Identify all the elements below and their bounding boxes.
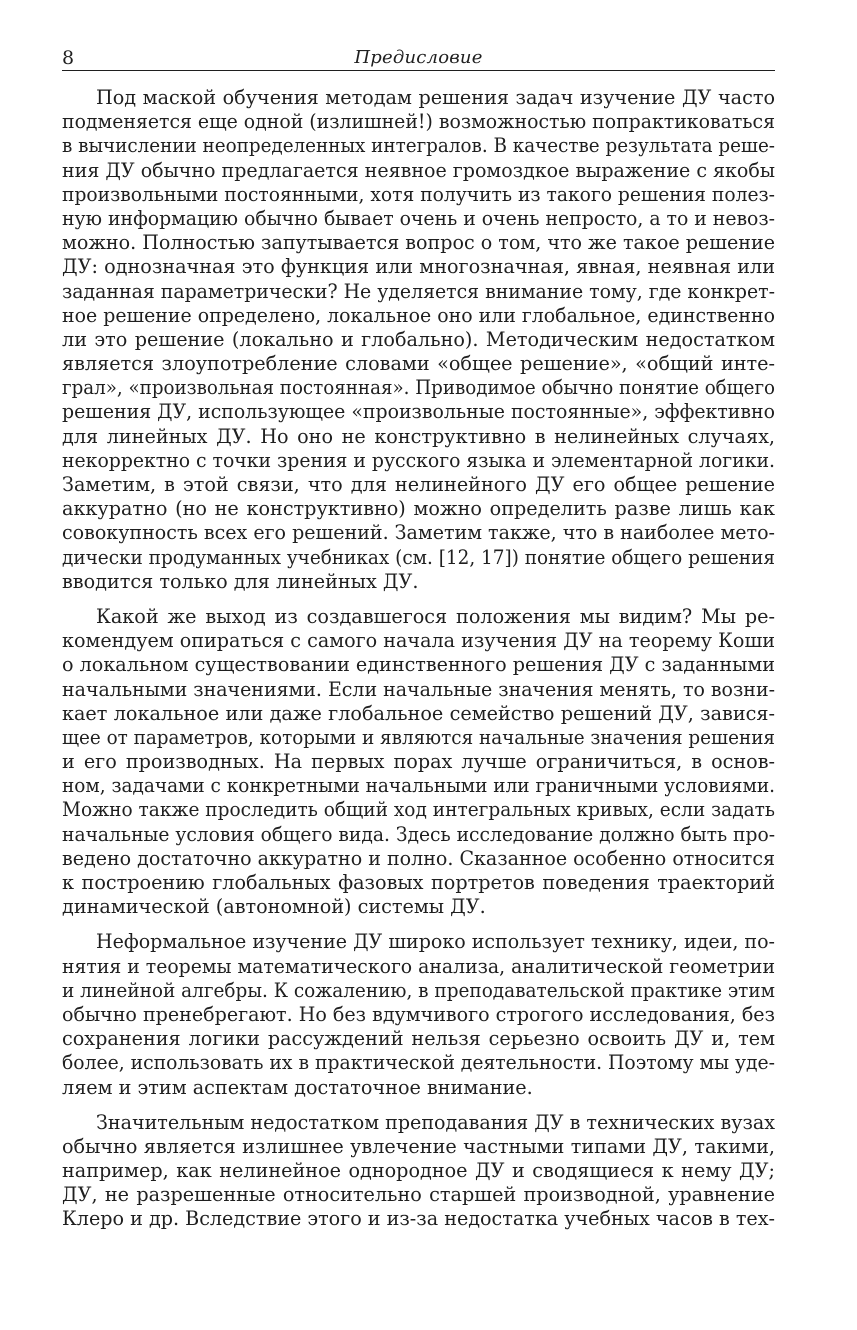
text-line: вводится только для линейных ДУ.	[62, 569, 419, 593]
text-line: динамической (автономной) системы ДУ.	[62, 895, 486, 919]
text-line: заданная параметрически? Не уделяется внимание тому, где конкрет-	[62, 279, 775, 303]
running-title: Предисловие	[354, 47, 483, 68]
text-line: щее от параметров, которыми и являются начальные значения решения	[62, 725, 775, 749]
text-line: ное решение определено, локальное оно или глобальное, единственно	[62, 303, 775, 327]
text-line: совокупность всех его решений. Заметим также, что в наиболее мето-	[62, 521, 775, 545]
text-line: Заметим, в этой связи, что для нелинейного ДУ его общее решение	[62, 473, 775, 496]
text-line: ную информацию обычно бывает очень и очень непросто, а то и невоз-	[62, 206, 775, 230]
paragraph	[62, 86, 775, 594]
text-line: произвольными постоянными, хотя получить из такого решения полез-	[62, 182, 775, 206]
text-line: о локальном существовании единственного решения ДУ с заданными	[62, 653, 775, 677]
text-line: ном, задачами с конкретными начальными или граничными условиями.	[62, 774, 775, 798]
text-line: сохранения логики рассуждений нельзя серьезно освоить ДУ и, тем	[62, 1027, 775, 1051]
text-line: можно. Полностью запутывается вопрос о том, что же такое решение	[62, 231, 775, 255]
text-line: начальные условия общего вида. Здесь исследование должно быть про-	[62, 822, 775, 846]
text-line: решения ДУ, использующее «произвольные постоянные», эффективно	[62, 400, 775, 424]
text-line: ведено достаточно аккуратно и полно. Сказанное особенно относится	[62, 846, 775, 870]
text-line: Значительным недостатком преподавания ДУ в технических вузах	[96, 1110, 775, 1134]
text-line: в вычислении неопределенных интегралов. В качестве результата реше-	[62, 134, 775, 158]
text-line: ДУ, не разрешенные относительно старшей производной, уравнение	[62, 1183, 775, 1207]
text-line: начальными значениями. Если начальные значения менять, то возни-	[62, 677, 775, 701]
text-line: Клеро и др. Вследствие этого и из-за недостатка учебных часов в тех-	[62, 1207, 775, 1231]
text-line: и его производных. На первых порах лучше ограничиться, в основ-	[62, 750, 775, 774]
text-line: ния ДУ обычно предлагается неявное громоздкое выражение с якобы	[62, 158, 775, 182]
text-line: Под маской обучения методам решения задач изучение ДУ часто	[96, 86, 775, 109]
text-line: подменяется еще одной (излишней!) возможностью попрактиковаться	[62, 110, 775, 134]
text-line: грал», «произвольная постоянная». Приводимое обычно понятие общего	[62, 376, 775, 400]
text-line: ли это решение (локально и глобально). Методическим недостатком	[62, 327, 775, 351]
text-line: Неформальное изучение ДУ широко использует технику, идеи, по-	[96, 930, 775, 954]
text-line: к построению глобальных фазовых портретов поведения траекторий	[62, 871, 775, 894]
paragraph	[62, 930, 775, 1099]
text-line: комендуем опираться с самого начала изучения ДУ на теорему Коши	[62, 629, 775, 653]
text-line: обычно является излишнее увлечение частными типами ДУ, такими,	[62, 1134, 775, 1158]
page-number: 8	[62, 47, 75, 69]
text-line: кает локальное или даже глобальное семейство решений ДУ, завися-	[62, 701, 775, 725]
text-line: ляем и этим аспектам достаточное внимание.	[62, 1075, 533, 1099]
text-line: для линейных ДУ. Но оно не конструктивно в нелинейных случаях,	[62, 424, 775, 448]
text-line: ДУ: однозначная это функция или многозначная, явная, неявная или	[62, 255, 775, 279]
text-line: дически продуманных учебниках (см. [12, 17]) понятие общего решения	[62, 545, 775, 569]
paragraph	[62, 1111, 775, 1232]
body-text	[62, 86, 775, 1232]
text-line: является злоупотребление словами «общее решение», «общий инте-	[62, 352, 775, 376]
text-line: аккуратно (но не конструктивно) можно определить разве лишь как	[62, 497, 775, 521]
text-line: более, использовать их в практической деятельности. Поэтому мы уде-	[62, 1051, 775, 1075]
text-line: Какой же выход из создавшегося положения мы видим? Мы ре-	[96, 604, 775, 628]
text-line: например, как нелинейное однородное ДУ и сводящиеся к нему ДУ;	[62, 1159, 775, 1183]
text-line: и линейной алгебры. К сожалению, в преподавательской практике этим	[62, 978, 775, 1002]
text-line: обычно пренебрегают. Но без вдумчивого строгого исследования, без	[62, 1002, 775, 1026]
paragraph	[62, 605, 775, 919]
running-header	[62, 44, 775, 71]
text-line: нятия и теоремы математического анализа, аналитической геометрии	[62, 954, 775, 978]
text-line: некорректно с точки зрения и русского языка и элементарной логики.	[62, 448, 775, 472]
text-line: Можно также проследить общий ход интегральных кривых, если задать	[62, 798, 775, 822]
